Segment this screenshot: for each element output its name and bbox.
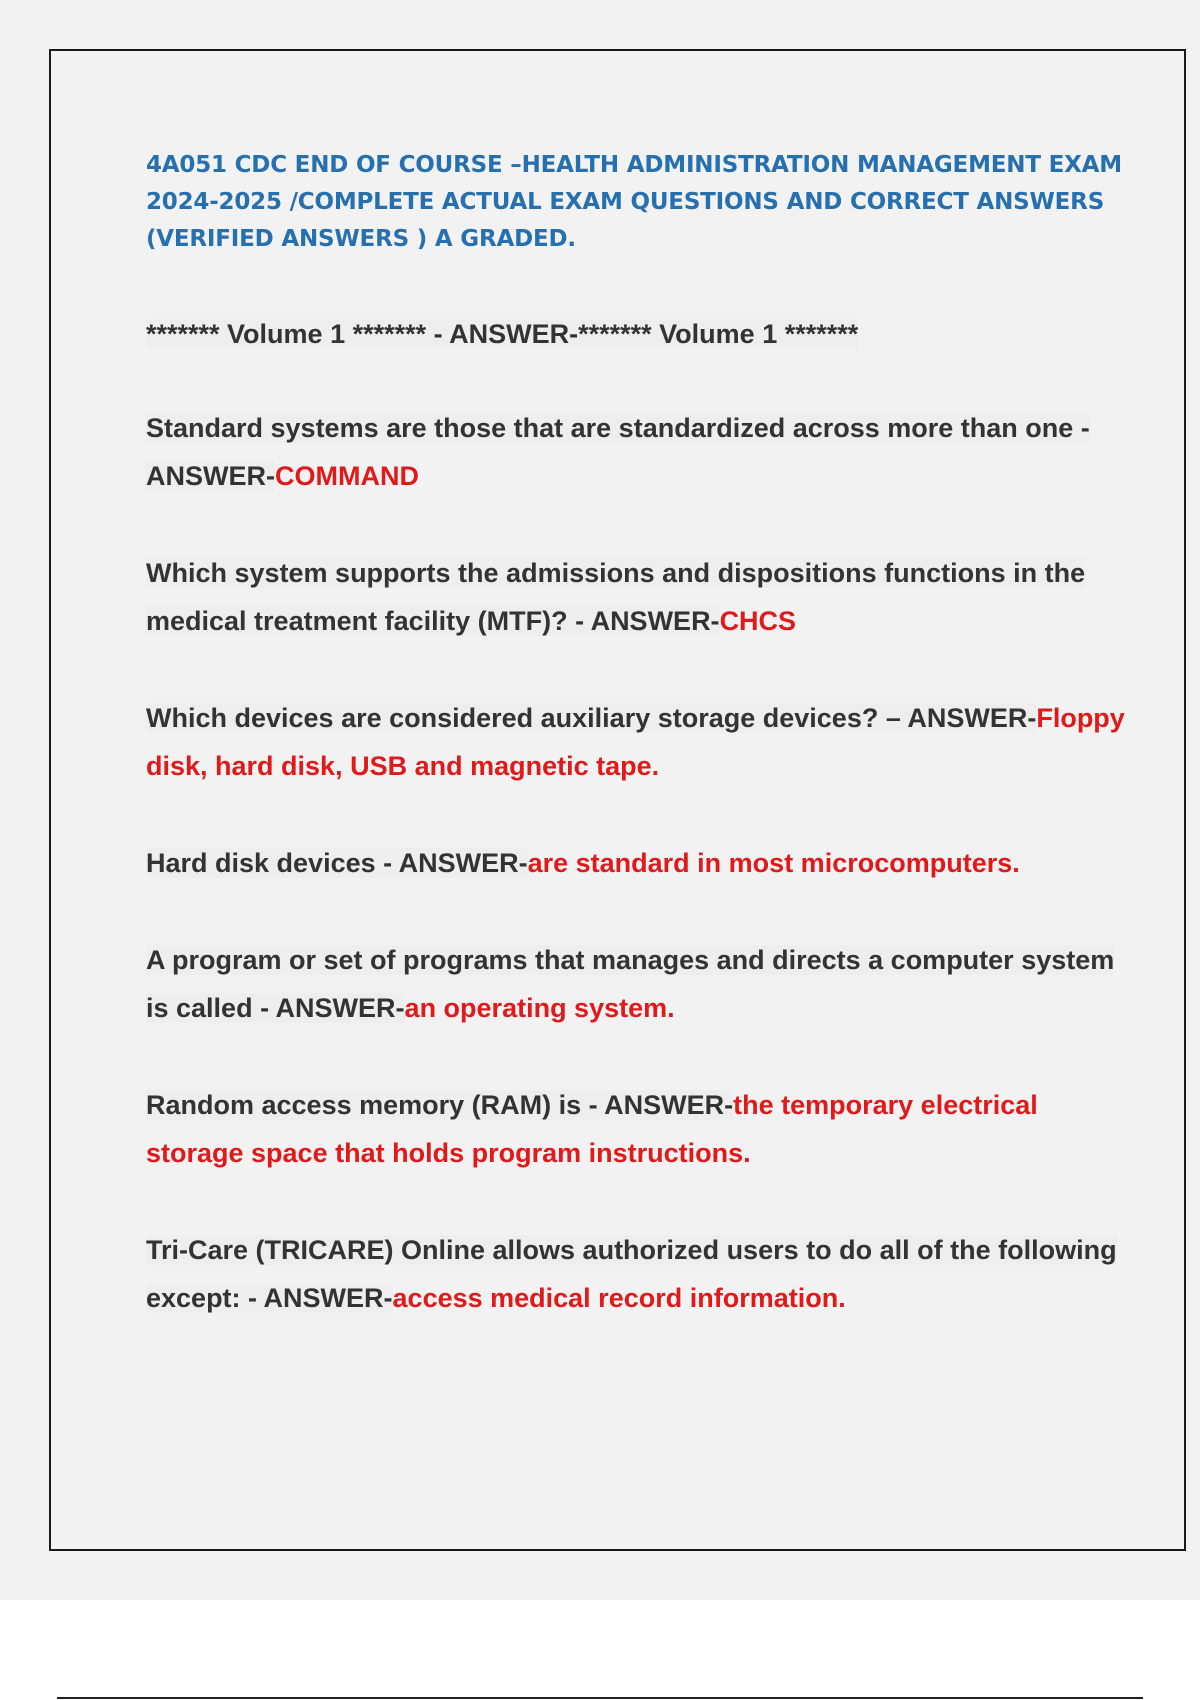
qa-question: Random access memory (RAM) is - ANSWER- [146, 1090, 734, 1120]
qa-item [146, 839, 1136, 887]
qa-question: Which devices are considered auxiliary storage devices? – ANSWER- [146, 703, 1037, 733]
qa-question: Hard disk devices - ANSWER- [146, 848, 528, 878]
qa-question: A program or set of programs that manages and directs a computer system is called - ANSWER- [146, 945, 1115, 1023]
qa-answer: an operating system. [404, 993, 675, 1023]
qa-question: Which system supports the admissions and dispositions functions in the medical treatment facility (MTF)? - ANSWER- [146, 558, 1086, 636]
document-page [49, 49, 1186, 1551]
volume-heading-text: ******* Volume 1 ******* - ANSWER-******* Volume 1 ******* [146, 319, 859, 349]
qa-item [146, 1081, 1136, 1177]
qa-item [146, 404, 1136, 500]
page-divider [57, 1697, 1143, 1699]
qa-answer: are standard in most microcomputers. [527, 848, 1020, 878]
qa-question: Standard systems are those that are standardized across more than one - ANSWER- [146, 413, 1090, 491]
qa-answer: COMMAND [275, 461, 419, 491]
qa-answer: the temporary electrical storage space that holds program instructions. [146, 1090, 1038, 1168]
qa-item [146, 549, 1136, 645]
volume-heading [146, 310, 1136, 358]
qa-item [146, 1226, 1136, 1322]
qa-item [146, 694, 1136, 790]
qa-answer: access medical record information. [392, 1283, 846, 1313]
qa-question: Tri-Care (TRICARE) Online allows authorized users to do all of the following except: - ANSWER- [146, 1235, 1117, 1313]
qa-answer: CHCS [719, 606, 797, 636]
qa-answer: Floppy disk, hard disk, USB and magnetic tape. [146, 703, 1125, 781]
document-title: 4A051 CDC END OF COURSE –HEALTH ADMINISTRATION MANAGEMENT EXAM 2024-2025 /COMPLETE ACTUAL EXAM QUESTIONS AND CORRECT ANSWERS (VERIFIED ANSWERS ) A GRADED. [146, 152, 1122, 252]
document-content [146, 147, 1136, 1322]
qa-item [146, 936, 1136, 1032]
